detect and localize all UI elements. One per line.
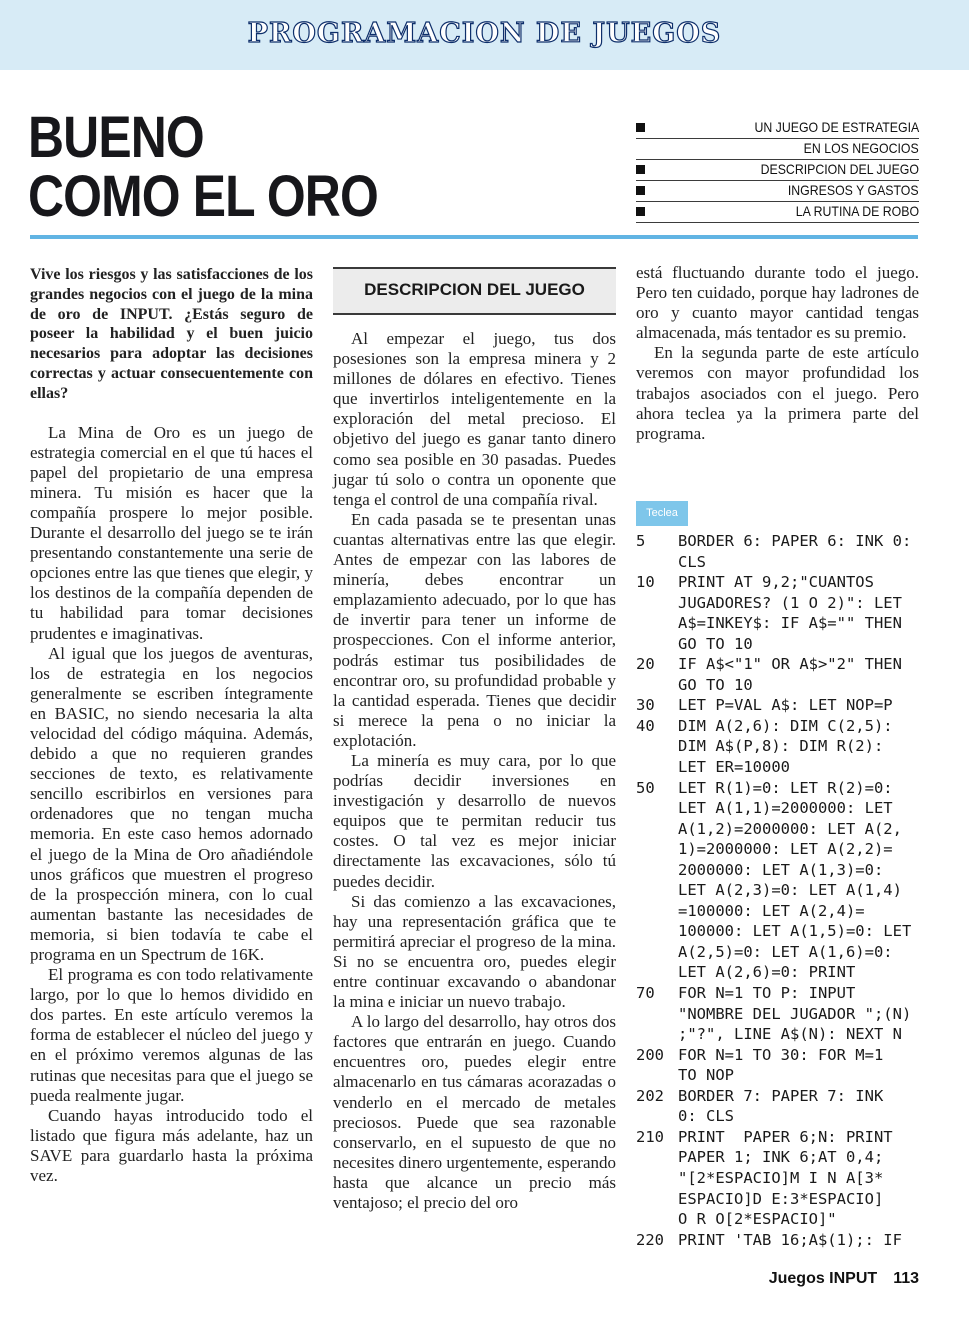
- teclea-tag: Teclea: [636, 501, 688, 526]
- code-line: [636, 695, 936, 716]
- code-line: [636, 1230, 936, 1251]
- column-1: [30, 265, 313, 1186]
- topic-item: UN JUEGO DE ESTRATEGIA: [636, 118, 919, 139]
- code-text: DIM A$(P,8): DIM R(2):: [678, 737, 884, 756]
- column-3: [636, 263, 919, 444]
- body-paragraph: Al igual que los juegos de aventuras, los de estrategia en los negocios generalmente se escriben íntegramente en BASIC, no siendo necesaria la alta velocidad del código máquina. Además, debido a que no requieren grandes secciones de texto, es relativamente sencillo escribirlos en versiones para ordenadores que no tengan mucha memoria. En este caso hemos adornado el juego de la Mina de Oro añadiéndole unos gráficos que muestren el progreso de la prospección minera, con lo cual aumentan bastante las necesidades de memoria, si bien todavía te cabe el programa en un Spectrum de 16K.: [30, 643, 313, 965]
- topic-item: LA RUTINA DE ROBO: [636, 202, 919, 223]
- bullet-icon: [636, 186, 645, 195]
- line-number: 200: [636, 1045, 664, 1064]
- body-paragraph: A lo largo del desarrollo, hay otros dos factores que entrarán en juego. Cuando encuentres oro, puedes elegir entre almacenarlo en tus cámaras acorazadas o venderlo en el mercado de metales preciosos. Puede que sea razonable conservarlo, en el supuesto de que no necesites dinero urgentemente, esperando hasta que alcance un precio más ventajoso; el precio del oro: [333, 1012, 616, 1213]
- code-text: LET P=VAL A$: LET NOP=P: [678, 696, 893, 715]
- bullet-icon: [636, 207, 645, 216]
- line-number: 70: [636, 984, 655, 1003]
- topics-list: [636, 118, 919, 223]
- section-heading: DESCRIPCION DEL JUEGO: [364, 280, 585, 299]
- code-text: LET A(2,6)=0: PRINT: [678, 963, 856, 982]
- code-text: DIM A(2,6): DIM C(2,5):: [678, 716, 893, 735]
- line-number: 220: [636, 1230, 664, 1249]
- code-text: GO TO 10: [678, 675, 753, 694]
- body-paragraph: está fluctuando durante todo el juego. Pero ten cuidado, porque hay ladrones de oro y cuanto mayor cantidad tengas almacenada, más tentador es su premio.: [636, 263, 919, 343]
- code-text: BORDER 7: PAPER 7: INK: [678, 1086, 884, 1105]
- body-paragraph: Al empezar el juego, tus dos posesiones son la empresa minera y 2 millones de dólares en efectivo. Tienes que invertirlos inteligentemente en la exploración del metal precioso. El objetivo del juego es ganar tanto dinero como sea posible en 30 pasadas. Puedes jugar tú solo o contra un oponente que tenga el control de una compañía rival.: [333, 329, 616, 509]
- code-text: PRINT AT 9,2;"CUANTOS: [678, 573, 874, 592]
- code-line: [636, 572, 936, 654]
- code-text: 0: CLS: [678, 1107, 734, 1126]
- line-number: 30: [636, 696, 655, 715]
- page-number: 113: [893, 1270, 919, 1287]
- code-text: LET R(1)=0: LET R(2)=0:: [678, 778, 893, 797]
- code-text: GO TO 10: [678, 634, 753, 653]
- code-line: [636, 1045, 936, 1086]
- line-number: 210: [636, 1127, 664, 1146]
- code-text: "[2*ESPACIO]M I N A[3*: [678, 1168, 884, 1187]
- title-line: COMO EL ORO: [28, 164, 378, 229]
- intro-paragraph: Vive los riesgos y las satisfacciones de los grandes negocios con el juego de la mina de oro de INPUT. ¿Estás seguro de poseer la habilidad y el buen juicio necesarios para adoptar las decisiones correctas y actuar consecuentemente con ellas?: [30, 266, 313, 402]
- body-paragraph: Si das comienzo a las excavaciones, hay una representación gráfica que te permitirá apreciar el progreso de la mina. Si no se encuentra oro, puedes elegir entre continuar excavando o abandonar la mina e iniciar un nuevo trabajo.: [333, 891, 616, 1012]
- code-text: A$=INKEY$: IF A$="" THEN: [678, 614, 902, 633]
- code-text: ;"?", LINE A$(N): NEXT N: [678, 1025, 902, 1044]
- code-text: A(2,5)=0: LET A(1,6)=0:: [678, 942, 893, 961]
- code-line: [636, 654, 936, 695]
- code-text: BORDER 6: PAPER 6: INK 0:: [678, 532, 912, 550]
- bullet-icon: [636, 123, 645, 132]
- code-text: LET A(2,3)=0: LET A(1,4): [678, 881, 902, 900]
- body-paragraph: Cuando hayas introducido todo el listado que figura más adelante, haz un SAVE para guardarlo hasta la próxima vez.: [30, 1105, 313, 1186]
- code-text: FOR N=1 TO 30: FOR M=1: [678, 1045, 884, 1064]
- line-number: 50: [636, 778, 655, 797]
- section-banner: [0, 0, 969, 70]
- line-number: 10: [636, 573, 655, 592]
- code-text: FOR N=1 TO P: INPUT: [678, 984, 856, 1003]
- code-line: [636, 983, 936, 1045]
- body-paragraph: La Mina de Oro es un juego de estrategia comercial en el que tú haces el papel del propietario de una empresa minera. Tu misión es hacer que la compañía prospere lo mejor posible. Durante el desarrollo del juego se te irán presentando constantemente una serie de opciones entre las que tienes que elegir, y los destinos de la compañía dependen de tu habilidad para tomar decisiones prudentes e imaginativas.: [30, 422, 313, 643]
- code-text: =100000: LET A(2,4)=: [678, 901, 865, 920]
- topic-item: DESCRIPCION DEL JUEGO: [636, 160, 919, 181]
- banner-title: PROGRAMACION DE JUEGOS: [247, 18, 722, 49]
- title-line: BUENO: [28, 105, 204, 170]
- code-text: "NOMBRE DEL JUGADOR ";(N): [678, 1004, 912, 1023]
- code-text: A(1,2)=2000000: LET A(2,: [678, 819, 902, 838]
- body-paragraph: El programa es con todo relativamente largo, por lo que lo hemos dividido en dos partes. En este artículo veremos la forma de establecer el núcleo del juego y en el próximo veremos algunas de las rutinas que necesitas para que el juego se pueda realmente jugar.: [30, 965, 313, 1105]
- code-text: TO NOP: [678, 1066, 734, 1085]
- code-listing: [636, 531, 936, 1250]
- topic-item: INGRESOS Y GASTOS: [636, 181, 919, 202]
- code-text: PAPER 1; INK 6;AT 0,4;: [678, 1148, 884, 1167]
- title-divider: [30, 235, 918, 239]
- code-text: IF A$<"1" OR A$>"2" THEN: [678, 655, 902, 674]
- code-text: O R O[2*ESPACIO]": [678, 1210, 837, 1229]
- code-line: [636, 1127, 936, 1230]
- bullet-icon: [636, 165, 645, 174]
- code-text: LET A(1,1)=2000000: LET: [678, 799, 893, 818]
- line-number: 40: [636, 716, 655, 735]
- code-text: ESPACIO]D E:3*ESPACIO]: [678, 1189, 884, 1208]
- column-2: [333, 329, 616, 1213]
- code-line: [636, 531, 936, 572]
- body-paragraph: La minería es muy cara, por lo que podrías decidir inversiones en investigación y desarrollo de nuevos equipos que te permitan reducir tus costes. O tal vez es mejor iniciar directamente las excavaciones, sólo tú puedes decidir.: [333, 750, 616, 891]
- code-line: [636, 778, 936, 983]
- article-title: [28, 105, 378, 229]
- code-text: JUGADORES? (1 O 2)": LET: [678, 593, 902, 612]
- line-number: 202: [636, 1086, 664, 1105]
- line-number: 20: [636, 655, 655, 674]
- code-text: CLS: [678, 552, 706, 571]
- section-heading-box: [333, 267, 616, 315]
- line-number: 5: [636, 532, 646, 550]
- body-paragraph: En la segunda parte de este artículo veremos con mayor profundidad los trabajos asociados con el juego. Pero ahora teclea ya la primera parte del programa.: [636, 343, 919, 443]
- code-text: LET ER=10000: [678, 758, 790, 777]
- code-text: PRINT PAPER 6;N: PRINT: [678, 1127, 893, 1146]
- footer-label: Juegos INPUT: [768, 1270, 878, 1287]
- topic-item: EN LOS NEGOCIOS: [636, 139, 919, 160]
- body-paragraph: En cada pasada se te presentan unas cuantas alternativas entre las que elegir. Antes de empezar con las labores de minería, debes encontrar un emplazamiento adecuado, por lo que has de invertir para tener un informe de prospecciones. Con el informe anterior, podrás estimar tus posibilidades de encontrar oro, su profundidad probable y la cantidad esperada. Tienes que decidir si merece la pena o no iniciar la explotación.: [333, 509, 616, 750]
- code-text: 2000000: LET A(1,3)=0:: [678, 860, 884, 879]
- code-text: 1)=2000000: LET A(2,2)=: [678, 840, 893, 859]
- code-line: [636, 1086, 936, 1127]
- page-footer: [769, 1270, 919, 1288]
- code-line: [636, 716, 936, 778]
- code-text: PRINT 'TAB 16;A$(1);: IF: [678, 1230, 902, 1249]
- code-text: 100000: LET A(1,5)=0: LET: [678, 922, 912, 941]
